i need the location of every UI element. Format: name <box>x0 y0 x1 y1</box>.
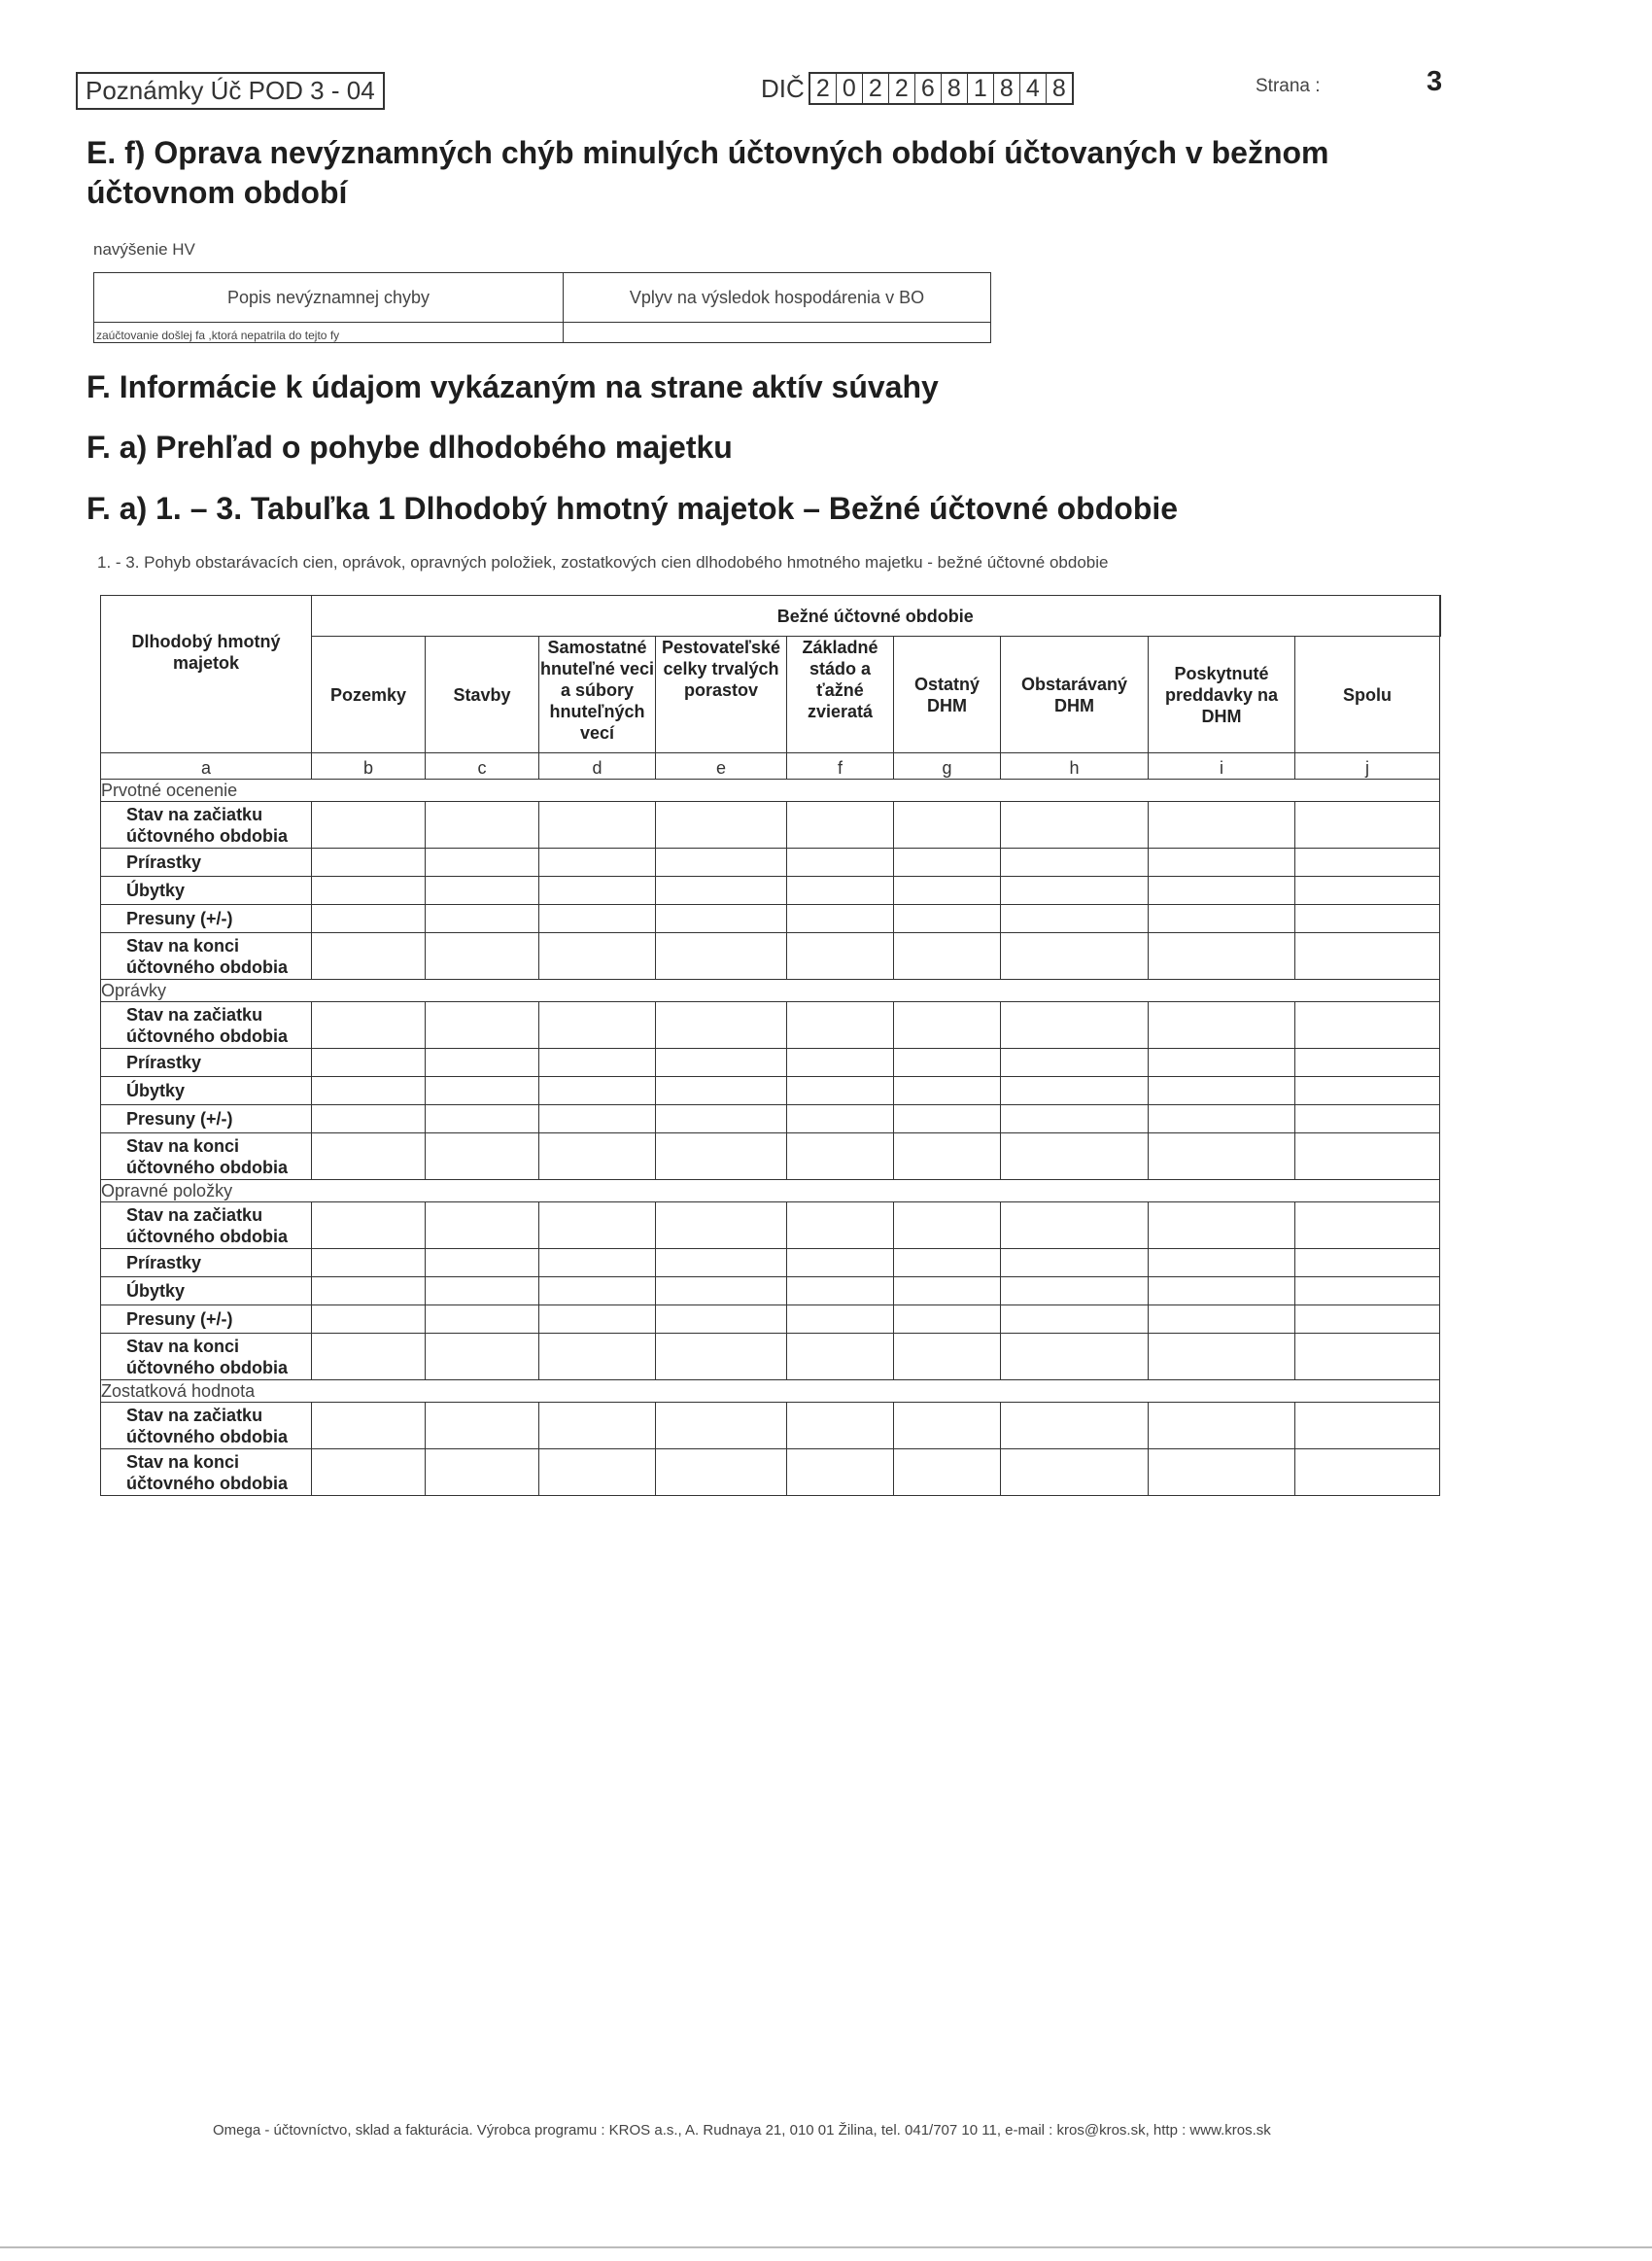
value-cell[interactable] <box>1295 1077 1440 1105</box>
row-label: Stav na začiatku účtovného obdobia <box>101 1002 312 1049</box>
value-cell[interactable] <box>787 933 894 980</box>
col-header-obstaravany-dhm: Obstarávaný DHM <box>1001 637 1149 753</box>
row-label: Úbytky <box>101 877 312 905</box>
value-cell[interactable] <box>312 1449 426 1496</box>
value-cell[interactable] <box>787 802 894 849</box>
section-title: Prvotné ocenenie <box>101 780 1440 802</box>
value-cell[interactable] <box>787 1449 894 1496</box>
value-cell[interactable] <box>1001 1077 1149 1105</box>
value-cell[interactable] <box>312 1049 426 1077</box>
value-cell[interactable] <box>656 1202 787 1249</box>
value-cell[interactable] <box>787 1002 894 1049</box>
value-cell[interactable] <box>656 802 787 849</box>
value-cell[interactable] <box>312 1305 426 1334</box>
value-cell[interactable] <box>539 877 656 905</box>
table-row <box>101 877 1440 905</box>
value-cell[interactable] <box>539 1049 656 1077</box>
value-cell[interactable] <box>426 1277 539 1305</box>
value-cell[interactable] <box>894 1305 1001 1334</box>
value-cell[interactable] <box>1001 1105 1149 1133</box>
value-cell[interactable] <box>539 1002 656 1049</box>
value-cell[interactable] <box>426 802 539 849</box>
value-cell[interactable] <box>426 1334 539 1380</box>
dic-digit: 8 <box>994 74 1020 103</box>
section-row <box>101 1380 1440 1403</box>
value-cell[interactable] <box>894 1449 1001 1496</box>
value-cell[interactable] <box>894 1202 1001 1249</box>
value-cell[interactable] <box>1149 802 1295 849</box>
row-label: Stav na začiatku účtovného obdobia <box>101 1403 312 1449</box>
table-row <box>101 1449 1440 1496</box>
value-cell[interactable] <box>312 1002 426 1049</box>
value-cell[interactable] <box>1149 877 1295 905</box>
value-cell[interactable] <box>539 1334 656 1380</box>
error-description-cell: zaúčtovanie došlej fa ,ktorá nepatrila do tejto fy <box>94 323 564 343</box>
section-e-title: E. f) Oprava nevýznamných chýb minulých účtovných období účtovaných v bežnom účtovnom období <box>86 135 1329 210</box>
value-cell[interactable] <box>656 1249 787 1277</box>
value-cell[interactable] <box>787 905 894 933</box>
row-label: Úbytky <box>101 1277 312 1305</box>
value-cell[interactable] <box>1149 849 1295 877</box>
value-cell[interactable] <box>312 849 426 877</box>
value-cell[interactable] <box>1149 1334 1295 1380</box>
value-cell[interactable] <box>539 1202 656 1249</box>
value-cell[interactable] <box>426 1305 539 1334</box>
value-cell[interactable] <box>894 1249 1001 1277</box>
value-cell[interactable] <box>656 1403 787 1449</box>
value-cell[interactable] <box>656 1002 787 1049</box>
row-label: Prírastky <box>101 1049 312 1077</box>
row-label: Úbytky <box>101 1077 312 1105</box>
value-cell[interactable] <box>787 1334 894 1380</box>
section-title: Opravné položky <box>101 1180 1440 1202</box>
value-cell[interactable] <box>656 1334 787 1380</box>
page-label: Strana : <box>1256 76 1321 96</box>
table-row <box>101 1249 1440 1277</box>
value-cell[interactable] <box>1149 1277 1295 1305</box>
value-cell[interactable] <box>656 877 787 905</box>
value-cell[interactable] <box>539 1403 656 1449</box>
value-cell[interactable] <box>312 1077 426 1105</box>
value-cell[interactable] <box>1295 877 1440 905</box>
col-header-hnutelne-veci: Samostatné hnuteľné veci a súbory hnuteľných vecí <box>539 637 656 753</box>
column-letter: g <box>894 753 1001 780</box>
value-cell[interactable] <box>1295 1105 1440 1133</box>
value-cell[interactable] <box>1295 849 1440 877</box>
value-cell[interactable] <box>426 933 539 980</box>
value-cell[interactable] <box>1149 1077 1295 1105</box>
value-cell[interactable] <box>426 1133 539 1180</box>
col-header-pozemky: Pozemky <box>312 637 426 753</box>
value-cell[interactable] <box>539 1449 656 1496</box>
value-cell[interactable] <box>1295 1449 1440 1496</box>
value-cell[interactable] <box>787 877 894 905</box>
dic-digit: 8 <box>1051 75 1066 102</box>
value-cell[interactable] <box>426 877 539 905</box>
value-cell[interactable] <box>1001 933 1149 980</box>
dic-digit: 2 <box>889 74 915 103</box>
value-cell[interactable] <box>894 1105 1001 1133</box>
value-cell[interactable] <box>1295 933 1440 980</box>
value-cell[interactable] <box>1149 1105 1295 1133</box>
value-cell[interactable] <box>1295 1049 1440 1077</box>
value-cell[interactable] <box>787 1277 894 1305</box>
col-header-stavby: Stavby <box>426 637 539 753</box>
column-letter: e <box>656 753 787 780</box>
value-cell[interactable] <box>656 933 787 980</box>
section-title: Oprávky <box>101 980 1440 1002</box>
column-letter: i <box>1149 753 1295 780</box>
table-row <box>101 802 1440 849</box>
value-cell[interactable] <box>1295 1334 1440 1380</box>
value-cell[interactable] <box>539 1305 656 1334</box>
value-cell[interactable] <box>312 1249 426 1277</box>
table-title: F. a) 1. – 3. Tabuľka 1 Dlhodobý hmotný majetok – Bežné účtovné obdobie <box>86 491 1179 526</box>
table-row <box>101 933 1440 980</box>
value-cell[interactable] <box>656 1105 787 1133</box>
value-cell[interactable] <box>656 849 787 877</box>
value-cell[interactable] <box>1001 1449 1149 1496</box>
dic-digit: 2 <box>863 74 889 103</box>
value-cell[interactable] <box>1149 1403 1295 1449</box>
table-row <box>101 1305 1440 1334</box>
row-label: Stav na začiatku účtovného obdobia <box>101 1202 312 1249</box>
row-label: Prírastky <box>101 849 312 877</box>
value-cell[interactable] <box>1149 1305 1295 1334</box>
column-letter: b <box>312 753 426 780</box>
value-cell[interactable] <box>426 1105 539 1133</box>
row-label: Stav na konci účtovného obdobia <box>101 1449 312 1496</box>
value-cell[interactable] <box>1149 1449 1295 1496</box>
value-cell[interactable] <box>312 1133 426 1180</box>
value-cell[interactable] <box>539 933 656 980</box>
dic-digit: 6 <box>915 74 942 103</box>
table-row <box>101 905 1440 933</box>
value-cell[interactable] <box>426 1249 539 1277</box>
value-cell[interactable] <box>1295 1002 1440 1049</box>
value-cell[interactable] <box>787 1133 894 1180</box>
dic-digit: 4 <box>1020 74 1047 103</box>
section-row <box>101 1180 1440 1202</box>
table-row <box>101 1334 1440 1380</box>
dic-label: DIČ <box>761 73 805 103</box>
value-cell[interactable] <box>894 1334 1001 1380</box>
value-cell[interactable] <box>894 1049 1001 1077</box>
value-cell[interactable] <box>894 1133 1001 1180</box>
result-impact-cell <box>564 323 991 343</box>
value-cell[interactable] <box>539 1277 656 1305</box>
value-cell[interactable] <box>1149 1249 1295 1277</box>
value-cell[interactable] <box>539 905 656 933</box>
row-label: Presuny (+/-) <box>101 905 312 933</box>
section-row <box>101 780 1440 802</box>
value-cell[interactable] <box>426 1002 539 1049</box>
value-cell[interactable] <box>1001 1334 1149 1380</box>
value-cell[interactable] <box>894 802 1001 849</box>
col-header-preddavky: Poskytnuté preddavky na DHM <box>1149 637 1295 753</box>
value-cell[interactable] <box>787 1049 894 1077</box>
value-cell[interactable] <box>894 1277 1001 1305</box>
value-cell[interactable] <box>656 905 787 933</box>
value-cell[interactable] <box>894 1077 1001 1105</box>
value-cell[interactable] <box>312 1105 426 1133</box>
row-label: Stav na začiatku účtovného obdobia <box>101 802 312 849</box>
value-cell[interactable] <box>539 1133 656 1180</box>
column-letter: c <box>426 753 539 780</box>
value-cell[interactable] <box>1295 1403 1440 1449</box>
row-label: Stav na konci účtovného obdobia <box>101 1334 312 1380</box>
column-letter: f <box>787 753 894 780</box>
value-cell[interactable] <box>312 905 426 933</box>
value-cell[interactable] <box>894 1403 1001 1449</box>
column-letter: a <box>101 753 312 780</box>
footer-text: Omega - účtovníctvo, sklad a fakturácia. Výrobca programu : KROS a.s., A. Rudnaya 21, 010 01 Žilina, tel. 041/707 10 11, e-mail : kros@kros.sk, http : www.kros.sk <box>213 2122 1271 2139</box>
row-label: Prírastky <box>101 1249 312 1277</box>
row-label: Stav na konci účtovného obdobia <box>101 1133 312 1180</box>
value-cell[interactable] <box>312 1202 426 1249</box>
value-cell[interactable] <box>656 1077 787 1105</box>
value-cell[interactable] <box>787 1202 894 1249</box>
value-cell[interactable] <box>787 1249 894 1277</box>
value-cell[interactable] <box>426 1403 539 1449</box>
value-cell[interactable] <box>1149 1133 1295 1180</box>
dic-digit: 0 <box>837 74 863 103</box>
column-letter: j <box>1295 753 1440 780</box>
page-number: 3 <box>1427 66 1443 97</box>
value-cell[interactable] <box>539 1077 656 1105</box>
value-cell[interactable] <box>787 1077 894 1105</box>
value-cell[interactable] <box>539 1249 656 1277</box>
value-cell[interactable] <box>656 1449 787 1496</box>
column-letters-row <box>101 753 1440 780</box>
value-cell[interactable] <box>1295 802 1440 849</box>
page-edge-line <box>0 2246 1652 2248</box>
value-cell[interactable] <box>312 802 426 849</box>
value-cell[interactable] <box>1001 1305 1149 1334</box>
value-cell[interactable] <box>1295 1249 1440 1277</box>
value-cell[interactable] <box>1295 1305 1440 1334</box>
value-cell[interactable] <box>1001 1277 1149 1305</box>
value-cell[interactable] <box>426 1049 539 1077</box>
value-cell[interactable] <box>1001 877 1149 905</box>
value-cell[interactable] <box>894 877 1001 905</box>
value-cell[interactable] <box>787 1305 894 1334</box>
table-row <box>101 1277 1440 1305</box>
value-cell[interactable] <box>1001 1202 1149 1249</box>
value-cell[interactable] <box>539 1105 656 1133</box>
value-cell[interactable] <box>1001 1002 1149 1049</box>
value-cell[interactable] <box>787 849 894 877</box>
column-letter: d <box>539 753 656 780</box>
table-row <box>101 1202 1440 1249</box>
value-cell[interactable] <box>426 905 539 933</box>
section-title: Zostatková hodnota <box>101 1380 1440 1403</box>
value-cell[interactable] <box>1295 1133 1440 1180</box>
value-cell[interactable] <box>1001 905 1149 933</box>
table-row <box>101 1002 1440 1049</box>
dic-digit: 2 <box>810 74 837 103</box>
row-label: Presuny (+/-) <box>101 1305 312 1334</box>
value-cell[interactable] <box>656 1049 787 1077</box>
value-cell[interactable] <box>1295 905 1440 933</box>
value-cell[interactable] <box>1295 1277 1440 1305</box>
value-cell[interactable] <box>656 1133 787 1180</box>
dic-digit: 1 <box>968 74 994 103</box>
value-cell[interactable] <box>1001 849 1149 877</box>
value-cell[interactable] <box>894 1002 1001 1049</box>
error-correction-table <box>93 272 991 343</box>
value-cell[interactable] <box>894 933 1001 980</box>
column-letter: h <box>1001 753 1149 780</box>
table-row <box>101 1105 1440 1133</box>
value-cell[interactable] <box>787 1105 894 1133</box>
document-label: Poznámky Úč POD 3 - 04 <box>76 72 385 110</box>
fixed-assets-table <box>100 595 1441 1496</box>
value-cell[interactable] <box>312 1334 426 1380</box>
value-cell[interactable] <box>656 1277 787 1305</box>
value-cell[interactable] <box>894 905 1001 933</box>
col-header-pestovatelske-celky: Pestovateľské celky trvalých porastov <box>656 637 787 753</box>
section-f-title: F. Informácie k údajom vykázaným na strane aktív súvahy <box>86 369 939 404</box>
value-cell[interactable] <box>312 933 426 980</box>
group-header: Bežné účtovné obdobie <box>312 596 1440 637</box>
value-cell[interactable] <box>1001 1049 1149 1077</box>
col-header-ostatny-dhm: Ostatný DHM <box>894 637 1001 753</box>
value-cell[interactable] <box>312 1403 426 1449</box>
corner-header: Dlhodobý hmotný majetok <box>101 596 312 753</box>
value-cell[interactable] <box>312 1277 426 1305</box>
value-cell[interactable] <box>426 1202 539 1249</box>
value-cell[interactable] <box>787 1403 894 1449</box>
dic-digit: 8 <box>942 74 968 103</box>
table-row <box>101 1049 1440 1077</box>
section-f-a-title: F. a) Prehľad o pohybe dlhodobého majetku <box>86 430 733 465</box>
value-cell[interactable] <box>1001 1133 1149 1180</box>
section-e-subtitle: navýšenie HV <box>93 240 195 259</box>
row-label: Presuny (+/-) <box>101 1105 312 1133</box>
section-row <box>101 980 1440 1002</box>
dic-digits <box>809 72 1074 105</box>
value-cell[interactable] <box>426 1077 539 1105</box>
value-cell[interactable] <box>1001 802 1149 849</box>
value-cell[interactable] <box>1295 1202 1440 1249</box>
table-body <box>101 780 1440 1496</box>
col-result-impact: Vplyv na výsledok hospodárenia v BO <box>564 273 991 323</box>
value-cell[interactable] <box>539 802 656 849</box>
value-cell[interactable] <box>312 877 426 905</box>
table-row <box>101 1133 1440 1180</box>
col-header-spolu: Spolu <box>1295 637 1440 753</box>
table-row <box>101 1077 1440 1105</box>
value-cell[interactable] <box>1149 905 1295 933</box>
table-caption: 1. - 3. Pohyb obstarávacích cien, oprávok, opravných položiek, zostatkových cien dlhodobého hmotného majetku - bežné účtovné obdobie <box>97 553 1109 572</box>
col-error-description: Popis nevýznamnej chyby <box>94 273 564 323</box>
value-cell[interactable] <box>894 849 1001 877</box>
dic-field <box>761 72 1074 105</box>
col-header-zakladne-stado: Základné stádo a ťažné zvieratá <box>787 637 894 753</box>
value-cell[interactable] <box>1149 1002 1295 1049</box>
value-cell[interactable] <box>1149 1049 1295 1077</box>
value-cell[interactable] <box>1001 1403 1149 1449</box>
value-cell[interactable] <box>1149 933 1295 980</box>
table-row <box>101 849 1440 877</box>
value-cell[interactable] <box>1149 1202 1295 1249</box>
table-row <box>101 1403 1440 1449</box>
value-cell[interactable] <box>539 849 656 877</box>
value-cell[interactable] <box>1001 1249 1149 1277</box>
value-cell[interactable] <box>426 1449 539 1496</box>
value-cell[interactable] <box>656 1305 787 1334</box>
value-cell[interactable] <box>426 849 539 877</box>
row-label: Stav na konci účtovného obdobia <box>101 933 312 980</box>
